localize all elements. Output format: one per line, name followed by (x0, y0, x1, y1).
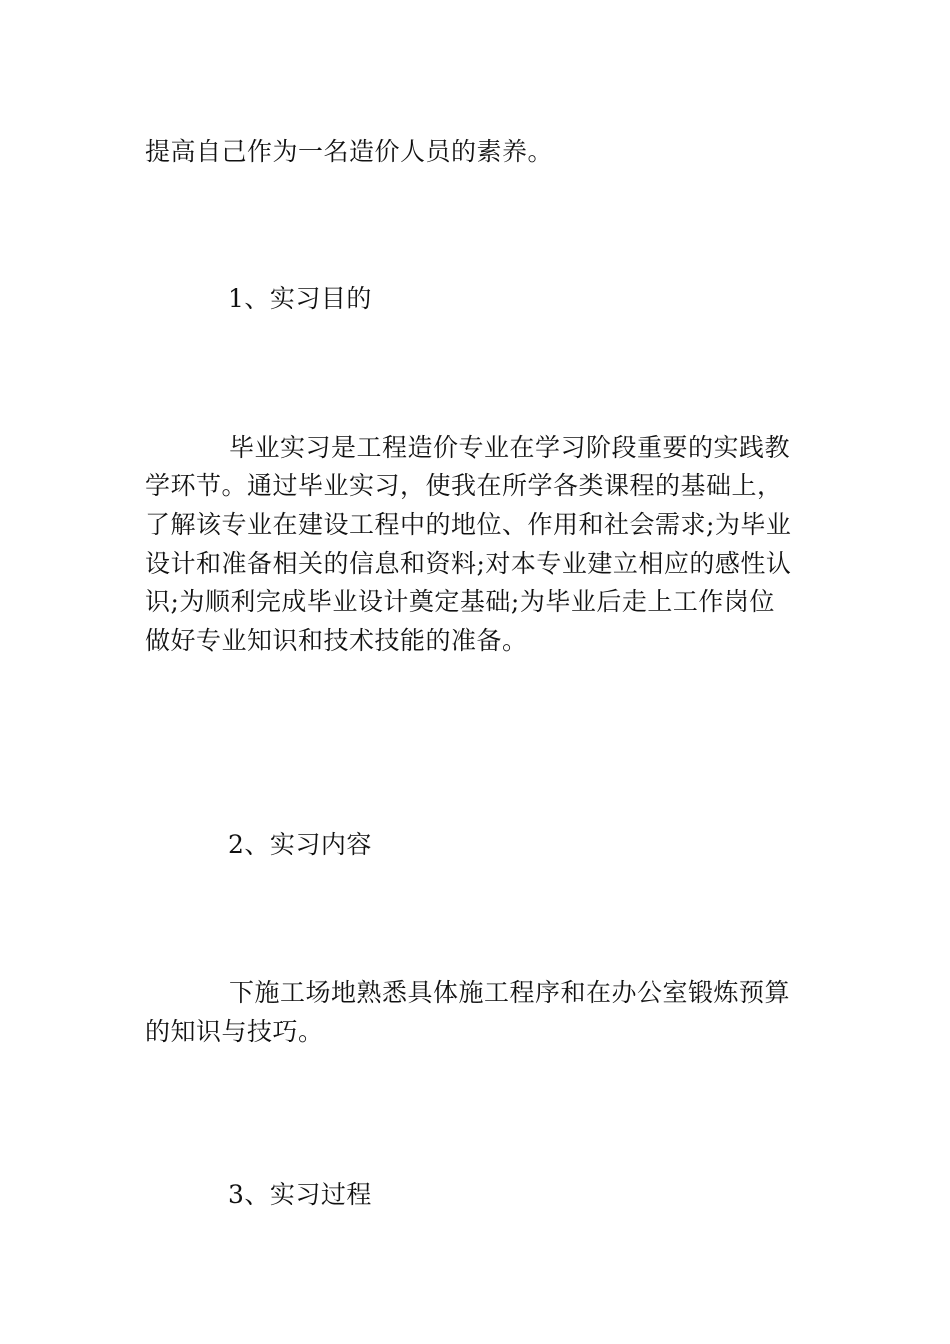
section-1-line-6: 做好专业知识和技术技能的准备。 (145, 626, 528, 655)
section-2-line-1: 下施工场地熟悉具体施工程序和在办公室锻炼预算 (229, 978, 791, 1007)
section-1-line-3: 了解该专业在建设工程中的地位、作用和社会需求;为毕业 (145, 510, 792, 539)
section-heading-1: 1、实习目的 (228, 284, 372, 313)
section-heading-2: 2、实习内容 (228, 830, 372, 859)
section-1-line-5: 识;为顺利完成毕业设计奠定基础;为毕业后走上工作岗位 (145, 587, 775, 616)
section-1-line-4: 设计和准备相关的信息和资料;对本专业建立相应的感性认 (145, 549, 792, 578)
section-1-line-2: 学环节。通过毕业实习，使我在所学各类课程的基础上， (145, 471, 783, 500)
section-heading-3: 3、实习过程 (228, 1180, 372, 1209)
continuation-line: 提高自己作为一名造价人员的素养。 (145, 137, 554, 166)
section-1-line-1: 毕业实习是工程造价专业在学习阶段重要的实践教 (229, 433, 791, 462)
section-2-line-2: 的知识与技巧。 (145, 1017, 324, 1046)
